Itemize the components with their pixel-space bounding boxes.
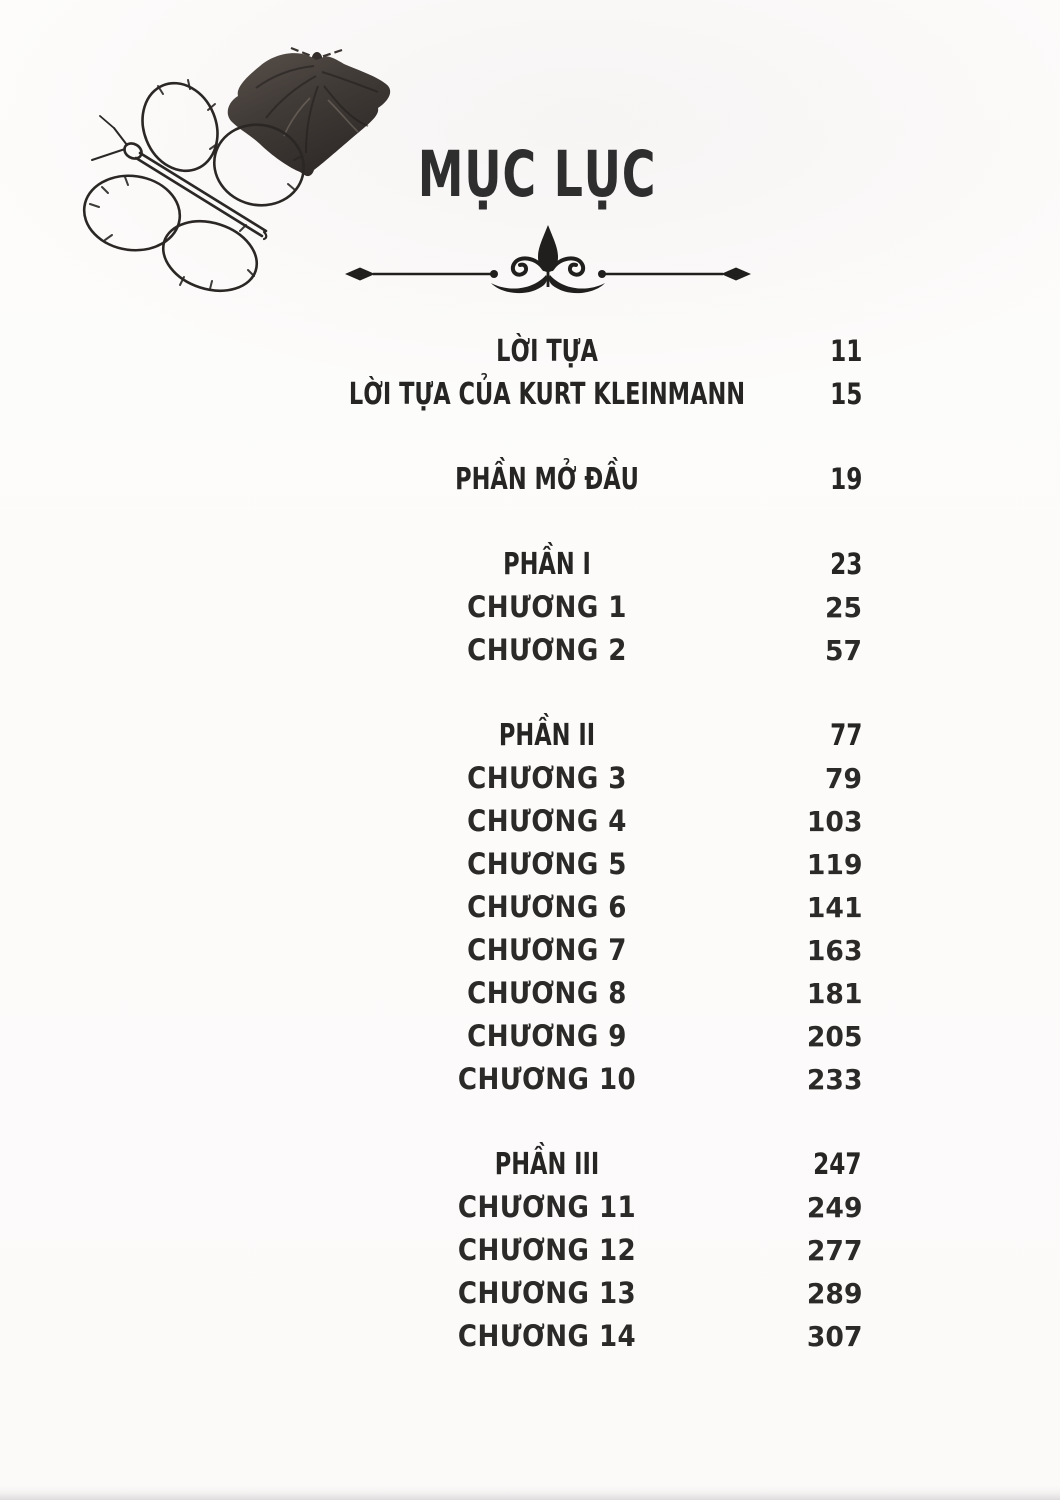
toc-row — [34, 458, 1060, 501]
toc-entry-page-number: 119 — [806, 848, 862, 881]
toc-entry-label: CHƯƠNG 3 — [467, 761, 627, 795]
toc-entry-page-number: 15 — [829, 377, 862, 411]
toc-row — [34, 757, 1060, 800]
toc-entry-label: CHƯƠNG 2 — [467, 633, 627, 667]
toc-entry-page-number: 79 — [824, 762, 862, 795]
toc-entry-page-number: 23 — [829, 547, 862, 581]
toc-entry-page-number: 11 — [829, 334, 862, 368]
toc-entry-label: CHƯƠNG 14 — [457, 1319, 637, 1353]
toc-row — [34, 373, 1060, 416]
dark-butterfly-icon — [228, 48, 390, 176]
toc-row — [34, 586, 1060, 629]
toc-entry-page-number: 77 — [829, 718, 862, 752]
toc-entry-label: PHẦN II — [498, 718, 596, 753]
toc-entry-page-number: 103 — [806, 805, 862, 838]
toc-row — [34, 629, 1060, 672]
toc-group — [34, 1143, 1060, 1358]
toc-entry-page-number: 141 — [806, 891, 862, 924]
toc-entry-page-number: 181 — [806, 977, 862, 1010]
toc-row — [34, 800, 1060, 843]
toc-entry-page-number: 57 — [824, 634, 862, 667]
toc-row — [34, 929, 1060, 972]
toc-entry-page-number: 307 — [806, 1320, 862, 1353]
toc-entry-page-number: 205 — [806, 1020, 862, 1053]
toc-row — [34, 843, 1060, 886]
toc-entry-label: CHƯƠNG 1 — [467, 590, 627, 624]
scan-edge-artifact — [0, 1486, 1060, 1500]
toc-entry-label: CHƯƠNG 10 — [457, 1062, 637, 1096]
toc-row — [34, 543, 1060, 586]
toc-entry-label: CHƯƠNG 12 — [457, 1233, 637, 1267]
toc-entry-label: CHƯƠNG 9 — [467, 1019, 627, 1053]
page-title: MỤC LỤC — [417, 138, 657, 211]
toc-entry-label: CHƯƠNG 4 — [467, 804, 627, 838]
toc-row — [34, 330, 1060, 373]
toc-entry-label: PHẦN I — [503, 547, 591, 582]
toc-entry-page-number: 163 — [806, 934, 862, 967]
toc-group — [34, 714, 1060, 1101]
toc-entry-label: CHƯƠNG 6 — [467, 890, 627, 924]
toc-entry-label: PHẦN III — [494, 1147, 600, 1182]
divider-ornament-icon — [343, 215, 753, 297]
toc-entry-label: LỜI TỰA CỦA KURT KLEINMANN — [348, 377, 746, 412]
toc-entry-page-number: 247 — [813, 1147, 862, 1181]
toc-entry-label: PHẦN MỞ ĐẦU — [455, 462, 639, 497]
toc-entry-page-number: 233 — [806, 1063, 862, 1096]
toc-row — [34, 886, 1060, 929]
toc-entry-page-number: 249 — [806, 1191, 862, 1224]
toc-entry-label: CHƯƠNG 5 — [467, 847, 627, 881]
toc-row — [34, 1058, 1060, 1101]
toc-entry-label: CHƯƠNG 11 — [457, 1190, 637, 1224]
toc-row — [34, 1315, 1060, 1358]
toc-row — [34, 714, 1060, 757]
toc-entry-page-number: 19 — [829, 462, 862, 496]
toc-row — [34, 972, 1060, 1015]
toc-row — [34, 1143, 1060, 1186]
toc-entry-label: CHƯƠNG 13 — [457, 1276, 637, 1310]
toc-row — [34, 1272, 1060, 1315]
toc-group — [34, 330, 1060, 416]
toc-entry-label: LỜI TỰA — [496, 334, 598, 369]
toc-entry-label: CHƯƠNG 7 — [467, 933, 627, 967]
toc-row — [34, 1229, 1060, 1272]
toc-entry-page-number: 25 — [824, 591, 862, 624]
toc-group — [34, 458, 1060, 501]
toc-entry-label: CHƯƠNG 8 — [467, 976, 627, 1010]
toc-group — [34, 543, 1060, 672]
toc-row — [34, 1015, 1060, 1058]
toc-list — [34, 330, 1060, 1358]
toc-entry-page-number: 277 — [806, 1234, 862, 1267]
toc-row — [34, 1186, 1060, 1229]
toc-entry-page-number: 289 — [806, 1277, 862, 1310]
